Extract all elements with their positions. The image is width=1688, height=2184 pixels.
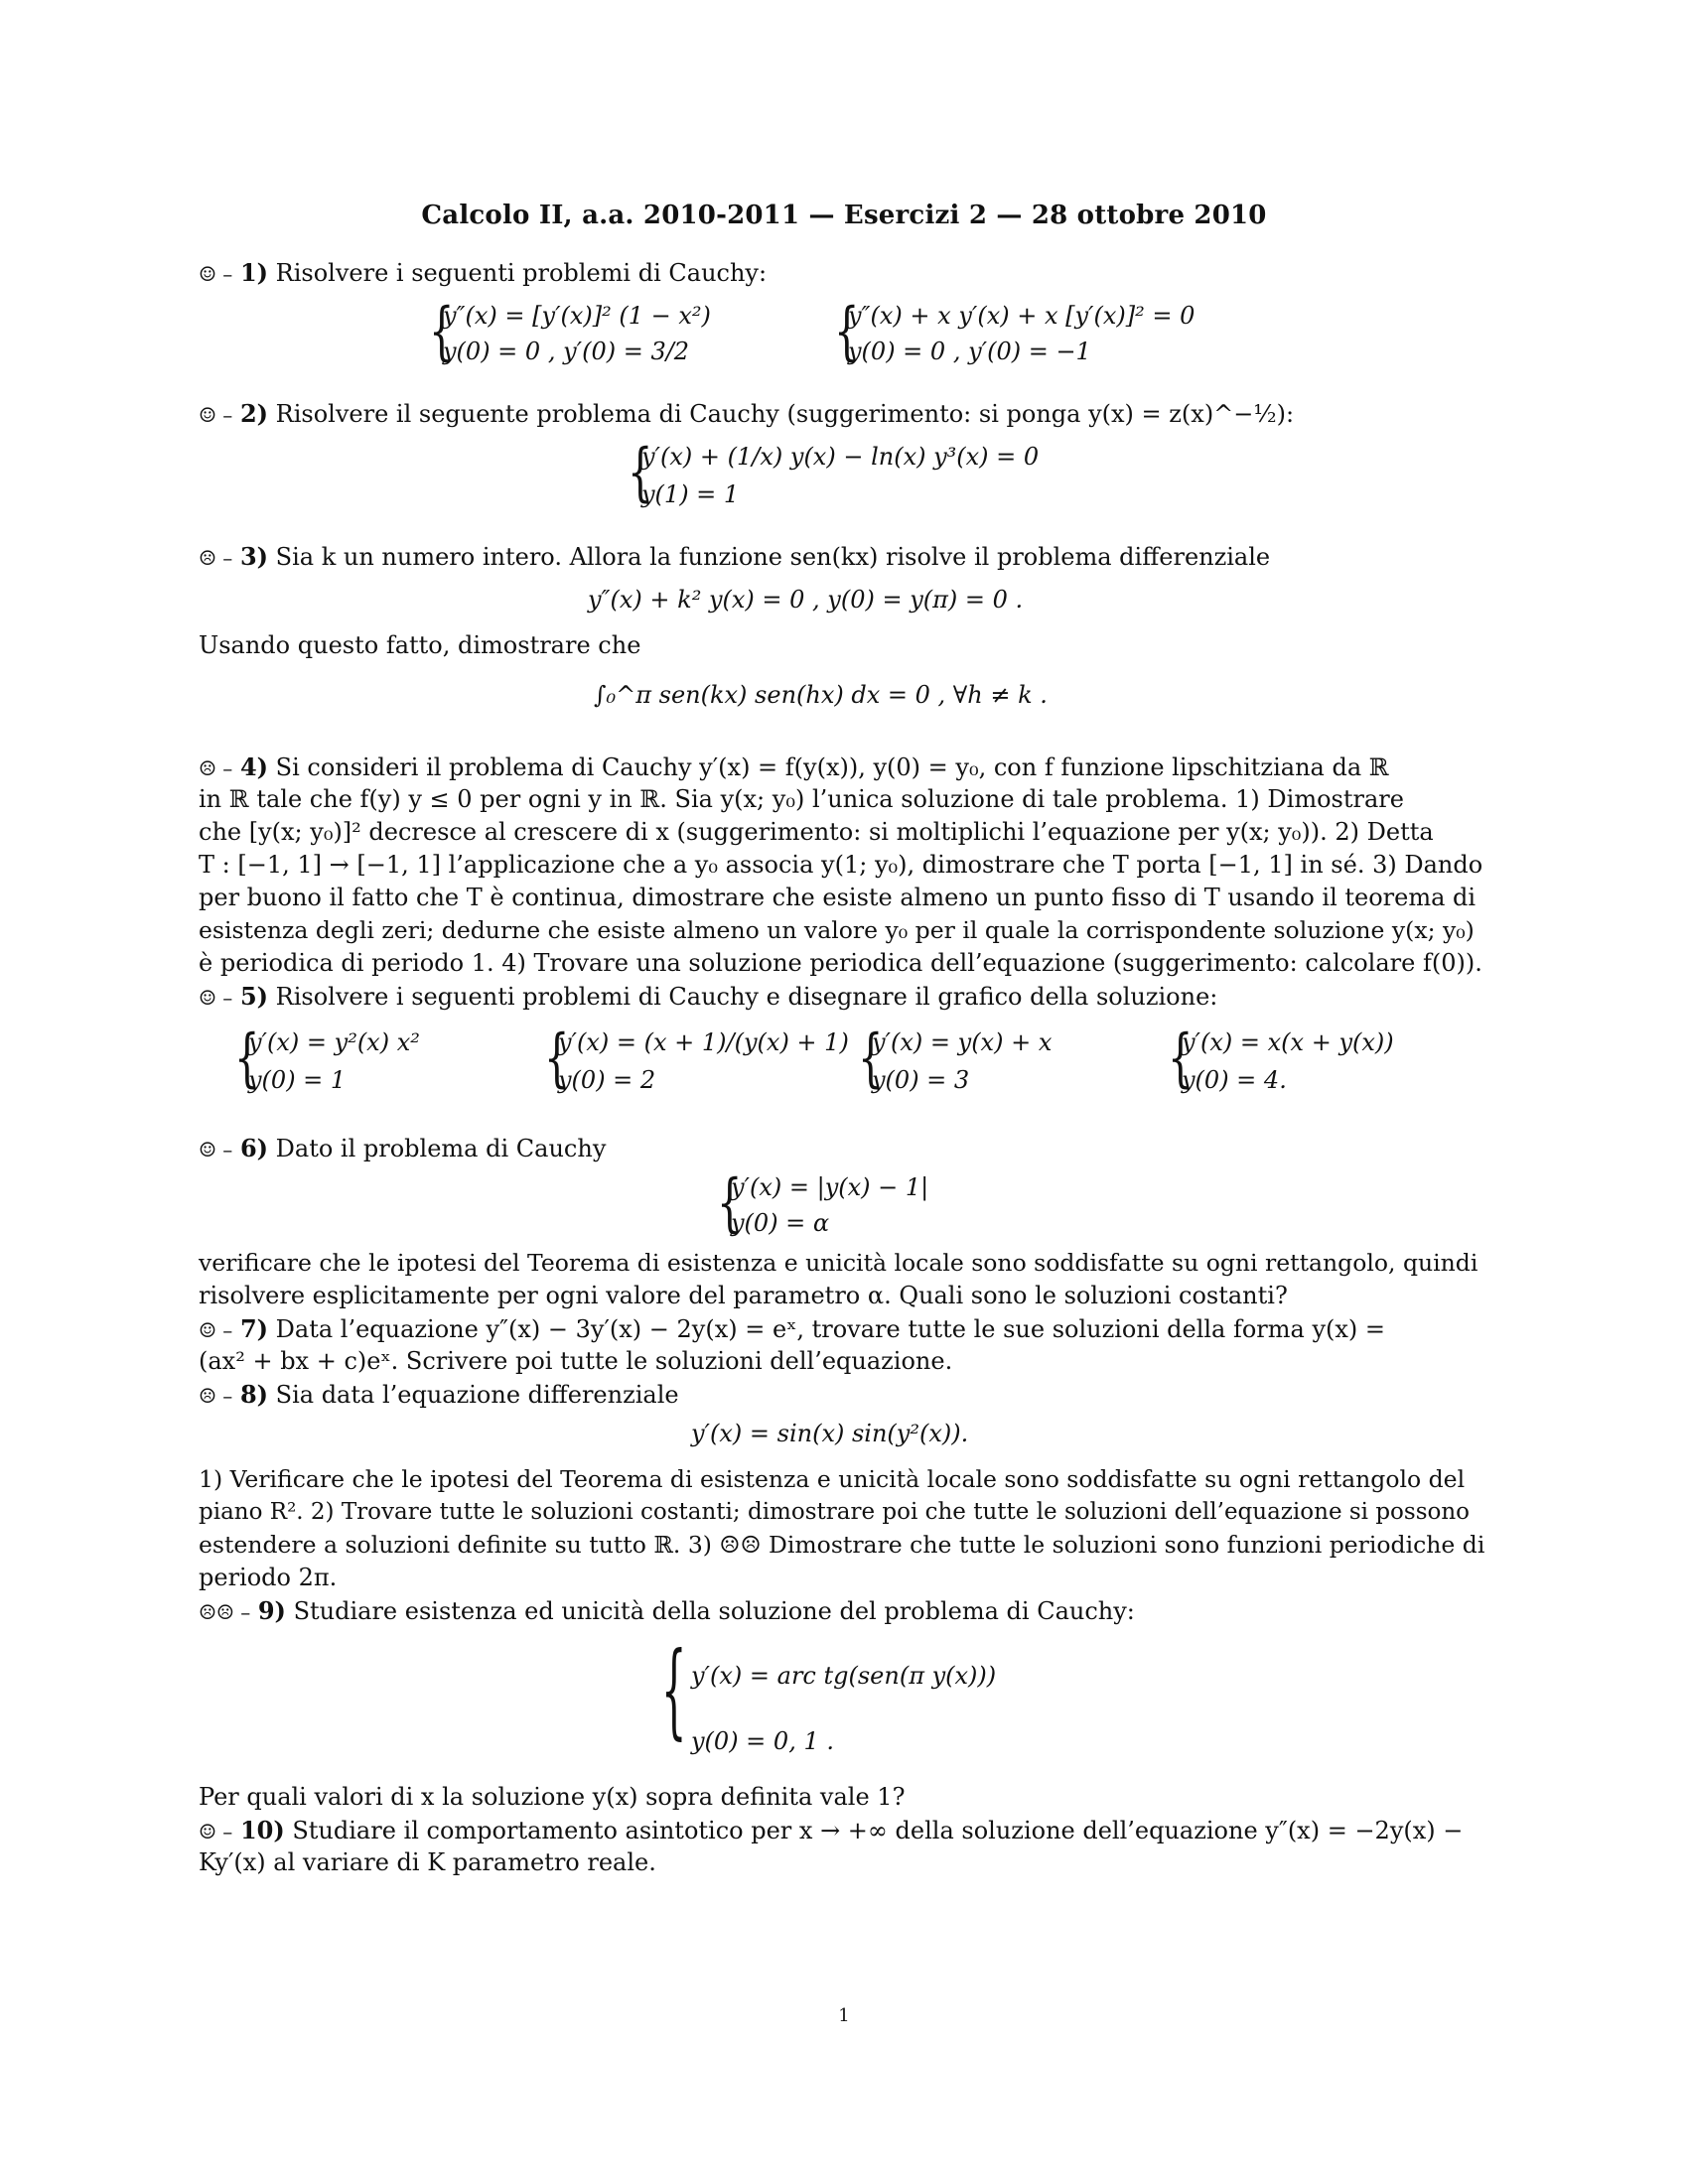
cauchy-system-5c <box>858 1022 1116 1106</box>
exercise-6-line: verificare che le ipotesi del Teorema di esistenza e unicità locale sono soddisfatte su ogni rettangolo, quindi <box>199 1249 1478 1277</box>
system-row: y(0) = 4. <box>1182 1066 1287 1094</box>
cauchy-system-9 <box>661 1632 1078 1769</box>
exercise-8-line: 1) Verificare che le ipotesi del Teorema di esistenza e unicità locale sono soddisfatte su ogni rettangolo del <box>199 1465 1466 1493</box>
brace-icon: { <box>858 1022 884 1095</box>
exercise-8-line: periodo 2π. <box>199 1564 338 1591</box>
cauchy-system-5a <box>234 1022 492 1106</box>
exercise-number: 4) <box>239 752 268 781</box>
brace-icon: { <box>544 1022 570 1095</box>
exercise-8-line: piano R². 2) Trovare tutte le soluzioni costanti; dimostrare poi che tutte le soluzioni dell’equazione si possono <box>199 1499 1471 1525</box>
system-row: y(0) = 3 <box>872 1066 970 1094</box>
exercise-8-line: estendere a soluzioni definite su tutto ℝ. 3) ☹☹ Dimostrare che tutte le soluzioni sono funzioni periodiche di <box>199 1531 1485 1559</box>
exercise-text: Sia data l’equazione differenziale <box>275 1381 679 1409</box>
exercise-6-statement <box>199 1132 1489 1166</box>
equation-8: y′(x) = sin(x) sin(y²(x)). <box>691 1420 969 1447</box>
exercise-4-line: T : [−1, 1] → [−1, 1] l’applicazione che a y₀ associa y(1; y₀), dimostrare che T porta [−1, 1] in sé. 3) Dando <box>199 851 1483 879</box>
frowny-icon: ☹ – <box>199 756 233 780</box>
page-title: Calcolo II, a.a. 2010-2011 — Esercizi 2 — 28 ottobre 2010 <box>421 201 1267 230</box>
cauchy-system-5b <box>544 1022 849 1106</box>
cauchy-system-6 <box>717 1166 975 1251</box>
exercise-2-statement <box>199 397 1489 432</box>
smiley-icon: ☺ – <box>199 1138 233 1161</box>
system-row: y(0) = 0, 1 . <box>691 1727 834 1755</box>
exercise-text: Studiare il comportamento asintotico per x → +∞ della soluzione dell’equazione y″(x) = −2y(x) − <box>292 1817 1464 1844</box>
exercise-text: Sia k un numero intero. Allora la funzione sen(kx) risolve il problema differenziale <box>275 543 1271 571</box>
exercise-number: 1) <box>239 258 268 287</box>
smiley-icon: ☺ – <box>199 1820 233 1843</box>
system-row: y(0) = 0 , y′(0) = −1 <box>848 338 1091 365</box>
exercise-number: 6) <box>239 1134 268 1162</box>
exercise-number: 9) <box>257 1596 286 1625</box>
exercise-number: 8) <box>239 1380 268 1409</box>
equation-3b: ∫₀^π sen(kx) sen(hx) dx = 0 , ∀h ≠ k . <box>594 681 1048 709</box>
brace-icon: { <box>1168 1022 1194 1095</box>
cauchy-system-5d <box>1168 1022 1446 1106</box>
brace-icon: { <box>234 1022 260 1095</box>
exercise-text: Risolvere i seguenti problemi di Cauchy e disegnare il grafico della soluzione: <box>275 983 1218 1011</box>
cauchy-system-2 <box>628 436 1084 520</box>
exercise-text: Si consideri il problema di Cauchy y′(x) = f(y(x)), y(0) = y₀, con f funzione lipschitziana da ℝ <box>275 753 1389 781</box>
smiley-icon: ☺ – <box>199 1318 233 1342</box>
exercise-4-head <box>199 751 1489 785</box>
smiley-icon: ☺ – <box>199 403 233 427</box>
frowny-icon: ☹ – <box>199 546 233 570</box>
system-row: y(1) = 1 <box>641 480 740 508</box>
brace-icon: { <box>717 1166 743 1240</box>
cauchy-system-1a <box>429 295 786 379</box>
exercise-4-line: per buono il fatto che T è continua, dimostrare che esiste almeno un punto fisso di T usando il teorema di <box>199 884 1477 911</box>
exercise-1-statement <box>199 256 1489 291</box>
smiley-icon: ☺ – <box>199 986 233 1010</box>
system-row: y′(x) + (1/x) y(x) − ln(x) y³(x) = 0 <box>641 443 1040 471</box>
exercise-number: 7) <box>239 1314 268 1343</box>
system-row: y(0) = α <box>731 1209 830 1237</box>
exercise-text: Data l’equazione y″(x) − 3y′(x) − 2y(x) = eˣ, trovare tutte le sue soluzioni della forma y(x) = <box>275 1315 1386 1343</box>
exercise-text: Risolvere i seguenti problemi di Cauchy: <box>275 259 768 287</box>
system-row: y′(x) = (x + 1)/(y(x) + 1) <box>558 1028 849 1056</box>
brace-icon: { <box>429 295 455 368</box>
exercise-9-statement <box>199 1594 1489 1629</box>
system-row: y(0) = 2 <box>558 1066 656 1094</box>
smiley-icon: ☺ – <box>199 262 233 286</box>
exercise-9-text2: Per quali valori di x la soluzione y(x) sopra definita vale 1? <box>199 1783 906 1811</box>
exercise-text: Risolvere il seguente problema di Cauchy (suggerimento: si ponga y(x) = z(x)^−½): <box>275 400 1295 428</box>
exercise-3-text2: Usando questo fatto, dimostrare che <box>199 631 641 659</box>
exercise-number: 2) <box>239 399 268 428</box>
system-row: y′(x) = y²(x) x² <box>248 1028 420 1056</box>
exercise-3-statement <box>199 540 1489 575</box>
exercise-8-statement <box>199 1378 1489 1413</box>
exercise-4-line: è periodica di periodo 1. 4) Trovare una soluzione periodica dell’equazione (suggerimento: calcolare f(0)). <box>199 949 1482 977</box>
exercise-6-line: risolvere esplicitamente per ogni valore del parametro α. Quali sono le soluzioni costanti? <box>199 1282 1288 1309</box>
exercise-4-line: esistenza degli zeri; dedurne che esiste almeno un valore y₀ per il quale la corrispondente soluzione y(x; y₀) <box>199 916 1475 944</box>
exercise-number: 3) <box>239 542 268 571</box>
system-row: y′(x) = |y(x) − 1| <box>731 1173 929 1201</box>
exercise-number: 10) <box>239 1816 285 1844</box>
exercise-5-statement <box>199 980 1489 1015</box>
exercise-text: Studiare esistenza ed unicità della soluzione del problema di Cauchy: <box>293 1597 1135 1625</box>
exercise-4-line: che [y(x; y₀)]² decresce al crescere di x (suggerimento: si moltiplichi l’equazione per y(x; y₀)). 2) Detta <box>199 818 1434 846</box>
brace-icon: { <box>661 1632 687 1751</box>
exercise-4-line: in ℝ tale che f(y) y ≤ 0 per ogni y in ℝ. Sia y(x; y₀) l’unica soluzione di tale problema. 1) Dimostrare <box>199 785 1404 813</box>
exercise-10-head <box>199 1814 1489 1848</box>
system-row: y″(x) = [y′(x)]² (1 − x²) <box>443 302 711 330</box>
brace-icon: { <box>834 295 860 368</box>
system-row: y′(x) = x(x + y(x)) <box>1182 1028 1394 1056</box>
exercise-7-line: (ax² + bx + c)eˣ. Scrivere poi tutte le soluzioni dell’equazione. <box>199 1347 953 1375</box>
exercise-7-head <box>199 1312 1489 1347</box>
frowny-icon: ☹☹ – <box>199 1600 251 1624</box>
system-row: y′(x) = arc tg(sen(π y(x))) <box>691 1662 997 1690</box>
exercise-10-line: Ky′(x) al variare di K parametro reale. <box>199 1848 656 1876</box>
equation-3a: y″(x) + k² y(x) = 0 , y(0) = y(π) = 0 . <box>588 586 1024 614</box>
page-number: 1 <box>838 2005 850 2026</box>
system-row: y(0) = 1 <box>248 1066 347 1094</box>
cauchy-system-1b <box>834 295 1251 379</box>
exercise-text: Dato il problema di Cauchy <box>275 1135 607 1162</box>
system-row: y(0) = 0 , y′(0) = 3/2 <box>443 338 690 365</box>
exercise-number: 5) <box>239 982 268 1011</box>
frowny-icon: ☹ – <box>199 1384 233 1408</box>
system-row: y′(x) = y(x) + x <box>872 1028 1053 1056</box>
brace-icon: { <box>628 436 653 509</box>
system-row: y″(x) + x y′(x) + x [y′(x)]² = 0 <box>848 302 1196 330</box>
